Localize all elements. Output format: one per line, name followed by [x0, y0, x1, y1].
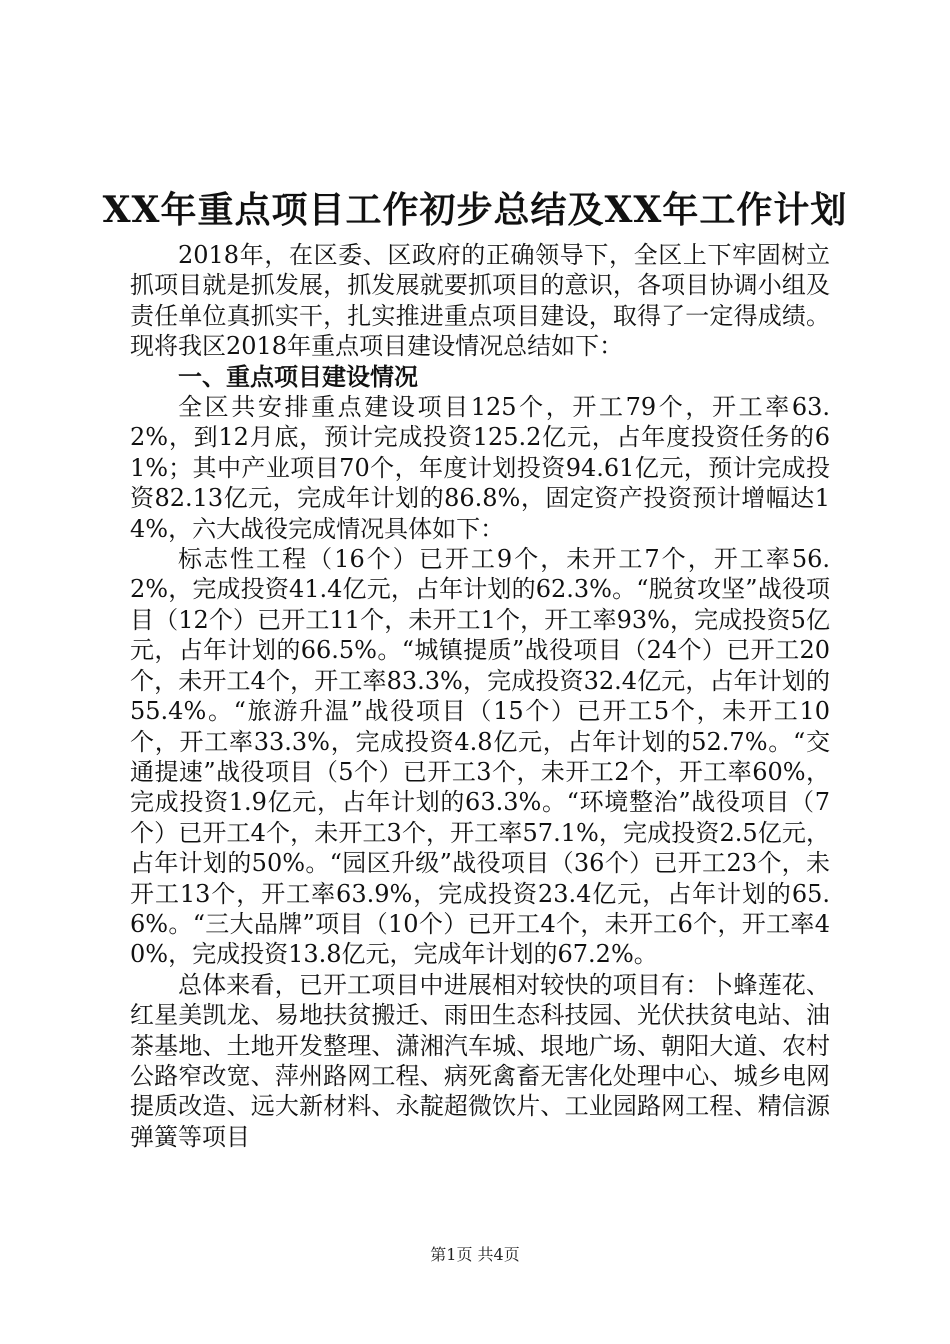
campaigns-paragraph: 标志性工程（16个）已开工9个，未开工7个，开工率56.2%，完成投资41.4亿元，占年计划的62.3%。“脱贫攻坚”战役项目（12个）已开工11个，未开工1个，开工率93%，完成投资5亿元，占年计划的66.5%。“城镇提质”战役项目（24个）已开工20个，未开工4个，开工率83.3%，完成投资32.4亿元，占年计划的55.4%。“旅游升温”战役项目（15个）已开工5个，未开工10个，开工率33.3%，完成投资4.8亿元，占年计划的52.7%。“交通提速”战役项目（5个）已开工3个，未开工2个，开工率60%，完成投资1.9亿元，占年计划的63.3%。“环境整治”战役项目（7个）已开工4个，未开工3个，开工率57.1%，完成投资2.5亿元，占年计划的50%。“园区升级”战役项目（36个）已开工23个，未开工13个，开工率63.9%，完成投资23.4亿元，占年计划的65.6%。“三大品牌”项目（10个）已开工4个，未开工6个，开工率40%，完成投资13.8亿元，完成年计划的67.2%。: [130, 545, 830, 969]
section-heading: 一、重点项目建设情况: [178, 361, 418, 391]
intro-paragraph: 2018年，在区委、区政府的正确领导下，全区上下牢固树立抓项目就是抓发展，抓发展就要抓项目的意识，各项目协调小组及责任单位真抓实干，扎实推进重点项目建设，取得了一定得成绩。现将我区2018年重点项目建设情况总结如下：: [130, 241, 830, 361]
document-title: XX年重点项目工作初步总结及XX年工作计划: [102, 189, 848, 231]
page-footer: 第1页 共4页: [430, 1245, 520, 1264]
summary-paragraph: 总体来看，已开工项目中进展相对较快的项目有：卜蜂莲花、红星美凯龙、易地扶贫搬迁、雨田生态科技园、光伏扶贫电站、油茶基地、土地开发整理、潇湘汽车城、垠地广场、朝阳大道、农村公路窄改宽、萍州路网工程、病死禽畜无害化处理中心、城乡电网提质改造、远大新材料、永靛超微饮片、工业园路网工程、精信源弹簧等项目: [130, 970, 830, 1151]
document-body: [130, 240, 830, 1152]
overview-paragraph: 全区共安排重点建设项目125个，开工79个，开工率63.2%，到12月底，预计完成投资125.2亿元，占年度投资任务的61%；其中产业项目70个，年度计划投资94.61亿元，预计完成投资82.13亿元，完成年计划的86.8%，固定资产投资预计增幅达14%，六大战役完成情况具体如下：: [130, 393, 830, 543]
